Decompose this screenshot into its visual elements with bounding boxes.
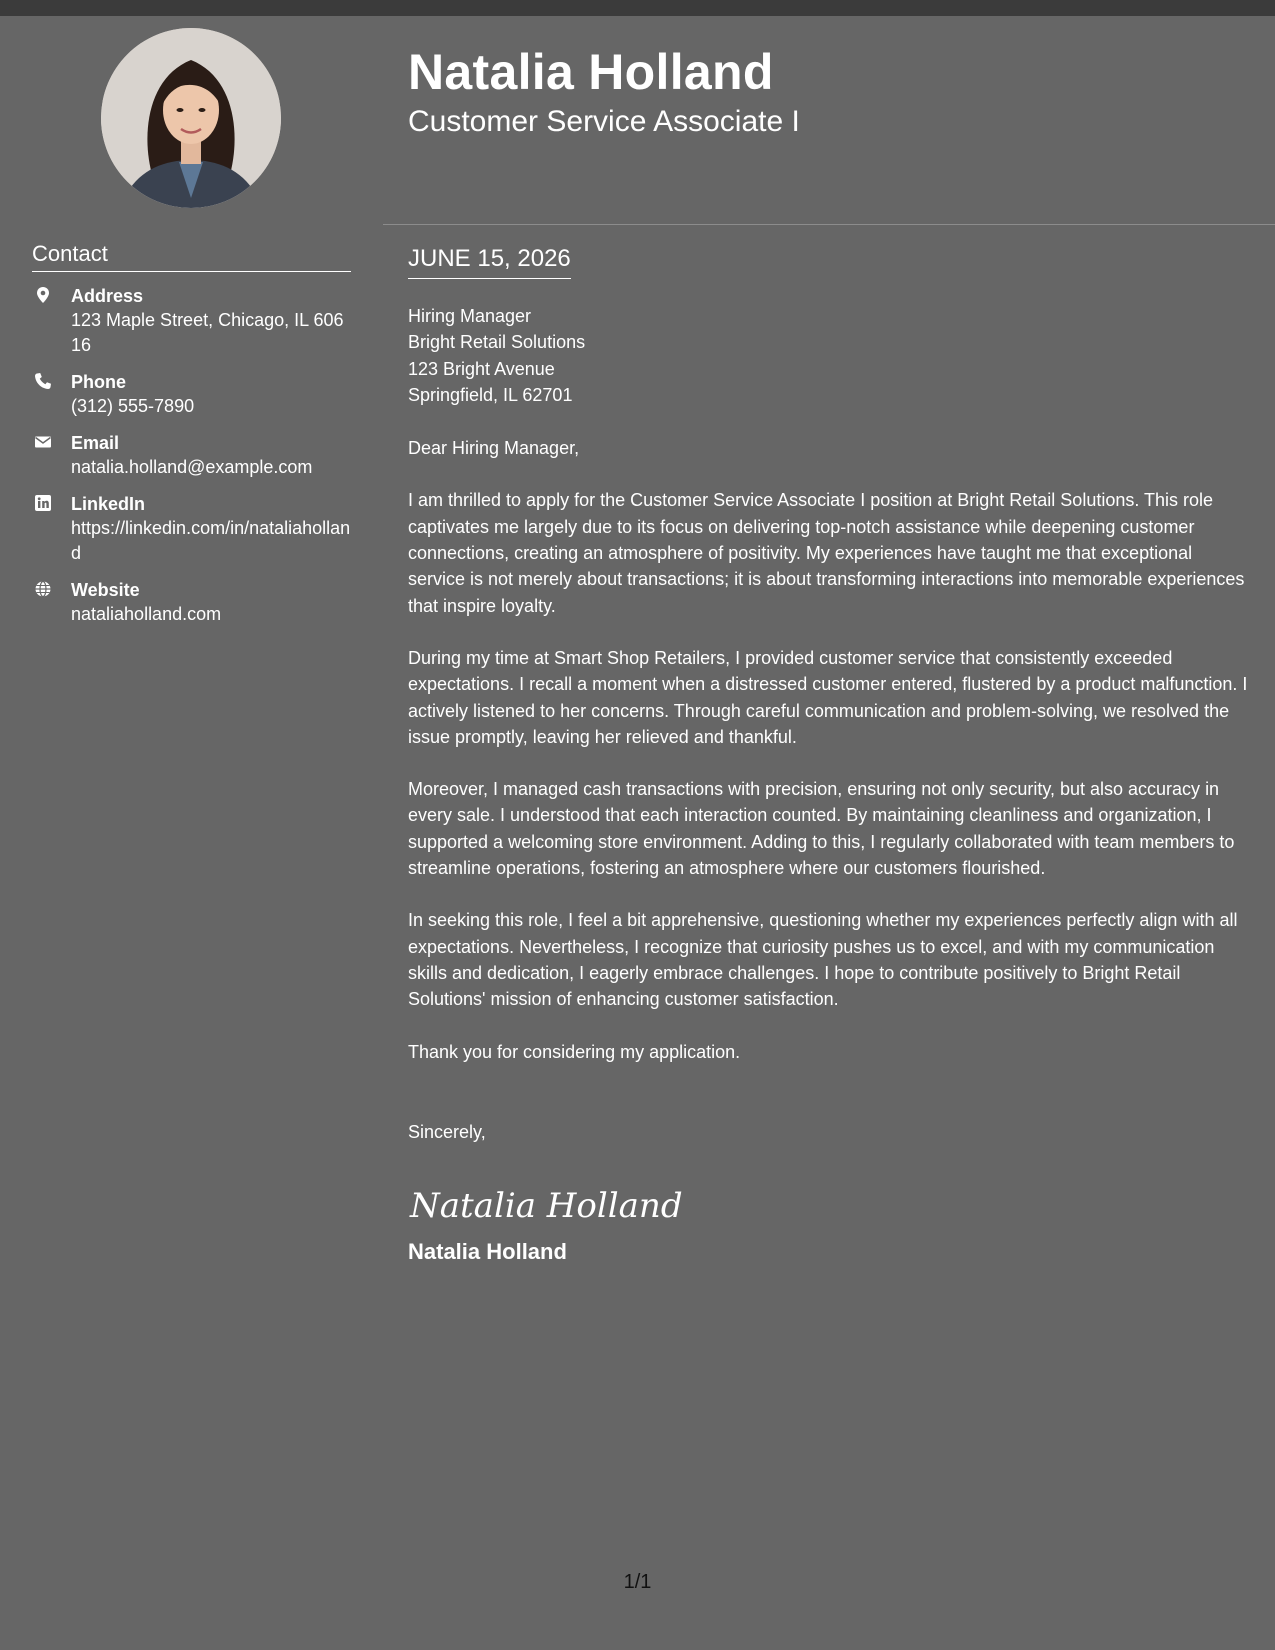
contact-list: [32, 284, 352, 639]
page-number: 1/1: [623, 1571, 652, 1593]
signature-text: Natalia Holland: [410, 1186, 683, 1227]
contact-linkedin: [32, 492, 352, 566]
job-title: Customer Service Associate I: [408, 105, 800, 138]
sidebar: [0, 16, 383, 1650]
linkedin-link[interactable]: https://linkedin.com/in/nataliaholland: [71, 518, 351, 563]
recipient-line: Bright Retail Solutions: [408, 332, 586, 353]
phone-value: (312) 555-7890: [71, 396, 195, 416]
recipient-line: 123 Bright Avenue: [408, 358, 555, 379]
envelope-icon: [34, 433, 52, 451]
contact-label: Address: [71, 286, 144, 306]
letter-date: JUNE 15, 2026: [408, 244, 571, 279]
thanks-line: Thank you for considering my application.: [408, 1041, 741, 1062]
address-value: 123 Maple Street, Chicago, IL 60616: [71, 310, 344, 355]
paragraph: I am thrilled to apply for the Customer Service Associate I position at Bright Retail Solutions. This role captivates me largely due to its focus on delivering top-notch assistance while deepening customer connections, creating an atmosphere of positivity. My experiences have taught me that exceptional service is not merely about transactions; it is about transforming interactions into memorable experiences that inspire loyalty.: [408, 490, 1245, 616]
closing: Sincerely,: [408, 1121, 486, 1142]
contact-email: [32, 431, 352, 480]
contact-label: LinkedIn: [71, 494, 146, 514]
paragraph: During my time at Smart Shop Retailers, I provided customer service that consistently exceeded expectations. I recall a moment when a distressed customer entered, flustered by a product malfunction. I actively listened to her concerns. Through careful communication and problem-solving, we resolved the issue promptly, leaving her relieved and thankful.: [408, 647, 1248, 747]
website-link[interactable]: nataliaholland.com: [71, 604, 222, 624]
map-pin-icon: [34, 286, 52, 304]
paragraph: Moreover, I managed cash transactions with precision, ensuring not only security, but also accuracy in every sale. I understood that each interaction counted. By maintaining cleanliness and organization, I supported a welcoming store environment. Adding to this, I regularly collaborated with team members to streamline operations, fostering an atmosphere where our customers flourished.: [408, 779, 1235, 879]
applicant-name: Natalia Holland: [408, 44, 774, 100]
letter-body: [408, 303, 1254, 1267]
signed-name: Natalia Holland: [408, 1239, 567, 1265]
contact-website: [32, 578, 352, 627]
recipient-line: Springfield, IL 62701: [408, 384, 573, 405]
contact-phone: [32, 370, 352, 419]
avatar: [101, 28, 281, 208]
contact-label: Website: [71, 580, 140, 600]
salutation: Dear Hiring Manager,: [408, 438, 580, 459]
email-link[interactable]: natalia.holland@example.com: [71, 457, 313, 477]
header-divider: [383, 224, 1275, 225]
contact-address: [32, 284, 352, 358]
recipient-block: [408, 303, 1254, 408]
signature-image: [408, 1175, 1254, 1231]
top-bar: [0, 0, 1275, 16]
contact-label: Email: [71, 433, 120, 453]
paragraph: In seeking this role, I feel a bit apprehensive, questioning whether my experiences perfectly align with all expectations. Nevertheless, I recognize that curiosity pushes us to excel, and with my communication skills and dedication, I eagerly embrace challenges. I hope to contribute positively to Bright Retail Solutions' mission of enhancing customer satisfaction.: [408, 910, 1238, 1010]
globe-icon: [34, 580, 52, 598]
phone-icon: [34, 372, 52, 390]
contact-heading: Contact: [32, 241, 351, 272]
linkedin-icon: [34, 494, 52, 512]
contact-label: Phone: [71, 372, 127, 392]
recipient-line: Hiring Manager: [408, 306, 532, 326]
